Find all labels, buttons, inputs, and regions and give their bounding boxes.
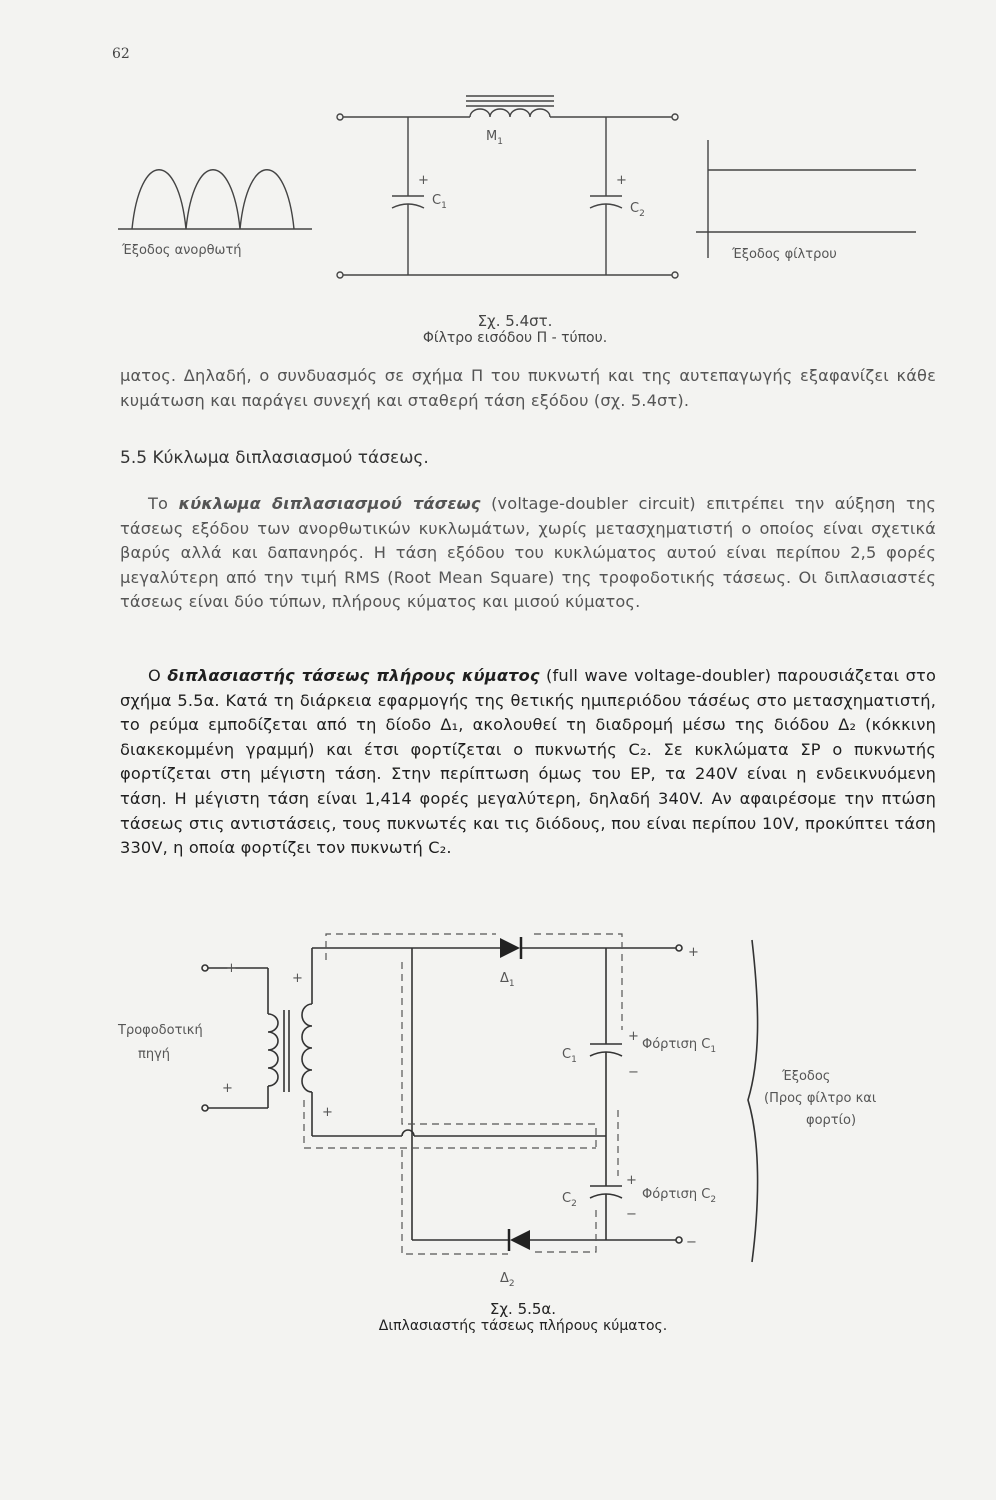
primary-top-sign: + [226,961,237,976]
rectifier-output-label: Έξοδος ανορθωτή [122,243,242,258]
d2-diode-icon [510,1230,530,1250]
output-label-line1: Έξοδος [782,1069,831,1084]
charge-c2-label: Φόρτιση $C_2$ [642,1187,717,1205]
c2-plus-sign: + [626,1173,637,1188]
output-label-line3: φορτίο) [806,1113,857,1128]
paragraph-full-wave: Ο διπλασιαστής τάσεως πλήρους κύματος (full wave voltage-doubler) παρουσιάζεται στο σχήμα 5.5α. Κατά τη διάρκεια εφαρμογής της θετικής ημιπεριόδου τάσέως στο μετασχηματιστή, το ρεύμα εμποδίζεται από τη δίοδο Δ₁, ακολουθεί τη διαδρομή μέσω της διόδου Δ₂ (κόκκινη διακεκομμένη γραμμή) και έτσι φορτίζεται ο πυκνωτής C₂. Σε κυκλώματα ΣΡ ο πυκνωτής φορτίζεται στη μέγιστη τάση. Στην περίπτωση όμως του ΕΡ, τα 240V είναι η ενδεικνυόμενη τάση. Η μέγιστη τάση είναι 1,414 φορές μεγαλύτερη, δηλαδή 340V. Αν αφαιρέσομε την πτώση τάσεως στις αντιστάσεις, τους πυκνωτές και τις διόδους, που είναι περίπου 10V, προκύπτει τάση 330V, η οποία φορτίζει τον πυκνωτή C₂. [120,666,936,858]
source-label-line2: πηγή [138,1047,170,1062]
fig2-caption-number: Σχ. 5.5α. [489,1300,557,1318]
c2-minus-sign: − [626,1207,637,1222]
fig1-caption-text: Φίλτρο εισόδου Π - τύπου. [422,330,608,346]
page-number: 62 [112,46,130,62]
fig1-caption [380,312,650,346]
d1-label: $\Delta_1$ [500,971,515,989]
term-voltage-doubler: κύκλωμα διπλασιασμού τάσεως [178,494,481,513]
paragraph-voltage-doubler-intro: Το κύκλωμα διπλασιασμού τάσεως (voltage-doubler circuit) επιτρέπει την αύξηση της τάσεως εξόδου των ανορθωτικών κυκλωμάτων, χωρίς μετασχηματιστή ο οποίος είναι σχετικά βαρύς αλλά και δαπανηρός. Η τάση εξόδου του κυκλώματος αυτού είναι περίπου 2,5 φορές μεγαλύτερη από την τιμή RMS (Root Mean Square) της τροφοδοτικής τάσεως. Οι διπλασιαστές τάσεως είναι δύο τύπων, πλήρους κύματος και μισού κύματος. [120,494,936,612]
c1-minus-sign: − [628,1065,639,1080]
output-plus-sign: + [688,945,699,960]
c2-label: $C_2$ [630,201,645,219]
source-label-line1: Τροφοδοτική [118,1023,203,1038]
d2-label: $\Delta_2$ [500,1271,515,1289]
c1-plus-sign: + [628,1029,639,1044]
output-label-line2: (Προς φίλτρο και [764,1091,877,1106]
coil-label: $M_1$ [486,129,503,147]
fig1-caption-number: Σχ. 5.4στ. [477,312,553,330]
secondary-top-sign: + [292,971,303,986]
fig2-caption-text: Διπλασιαστής τάσεως πλήρους κύματος. [378,1318,668,1334]
c1-label: $C_1$ [562,1047,577,1065]
c1-plus: + [418,173,429,188]
c2-plus: + [616,173,627,188]
term-full-wave-doubler: διπλασιαστής τάσεως πλήρους κύματος [167,666,540,685]
secondary-bottom-sign: + [322,1105,333,1120]
c1-label: $C_1$ [432,193,447,211]
paragraph-continuation: ματος. Δηλαδή, ο συνδυασμός σε σχήμα Π του πυκνωτή και της αυτεπαγωγής εξαφανίζει κάθε κυμάτωση και παράγει συνεχή και σταθερή τάση εξόδου (σχ. 5.4στ). [120,366,936,410]
output-minus-sign: − [686,1235,697,1250]
filter-output-label: Έξοδος φίλτρου [732,247,837,262]
charge-c1-label: Φόρτιση $C_1$ [642,1037,717,1055]
d1-diode-icon [500,938,520,958]
section-heading: 5.5 Κύκλωμα διπλασιασμού τάσεως. [120,448,429,468]
voltage-doubler-diagram [0,920,996,1289]
primary-bottom-sign: + [222,1081,233,1096]
c2-label: $C_2$ [562,1191,577,1209]
fig2-caption [330,1300,716,1334]
